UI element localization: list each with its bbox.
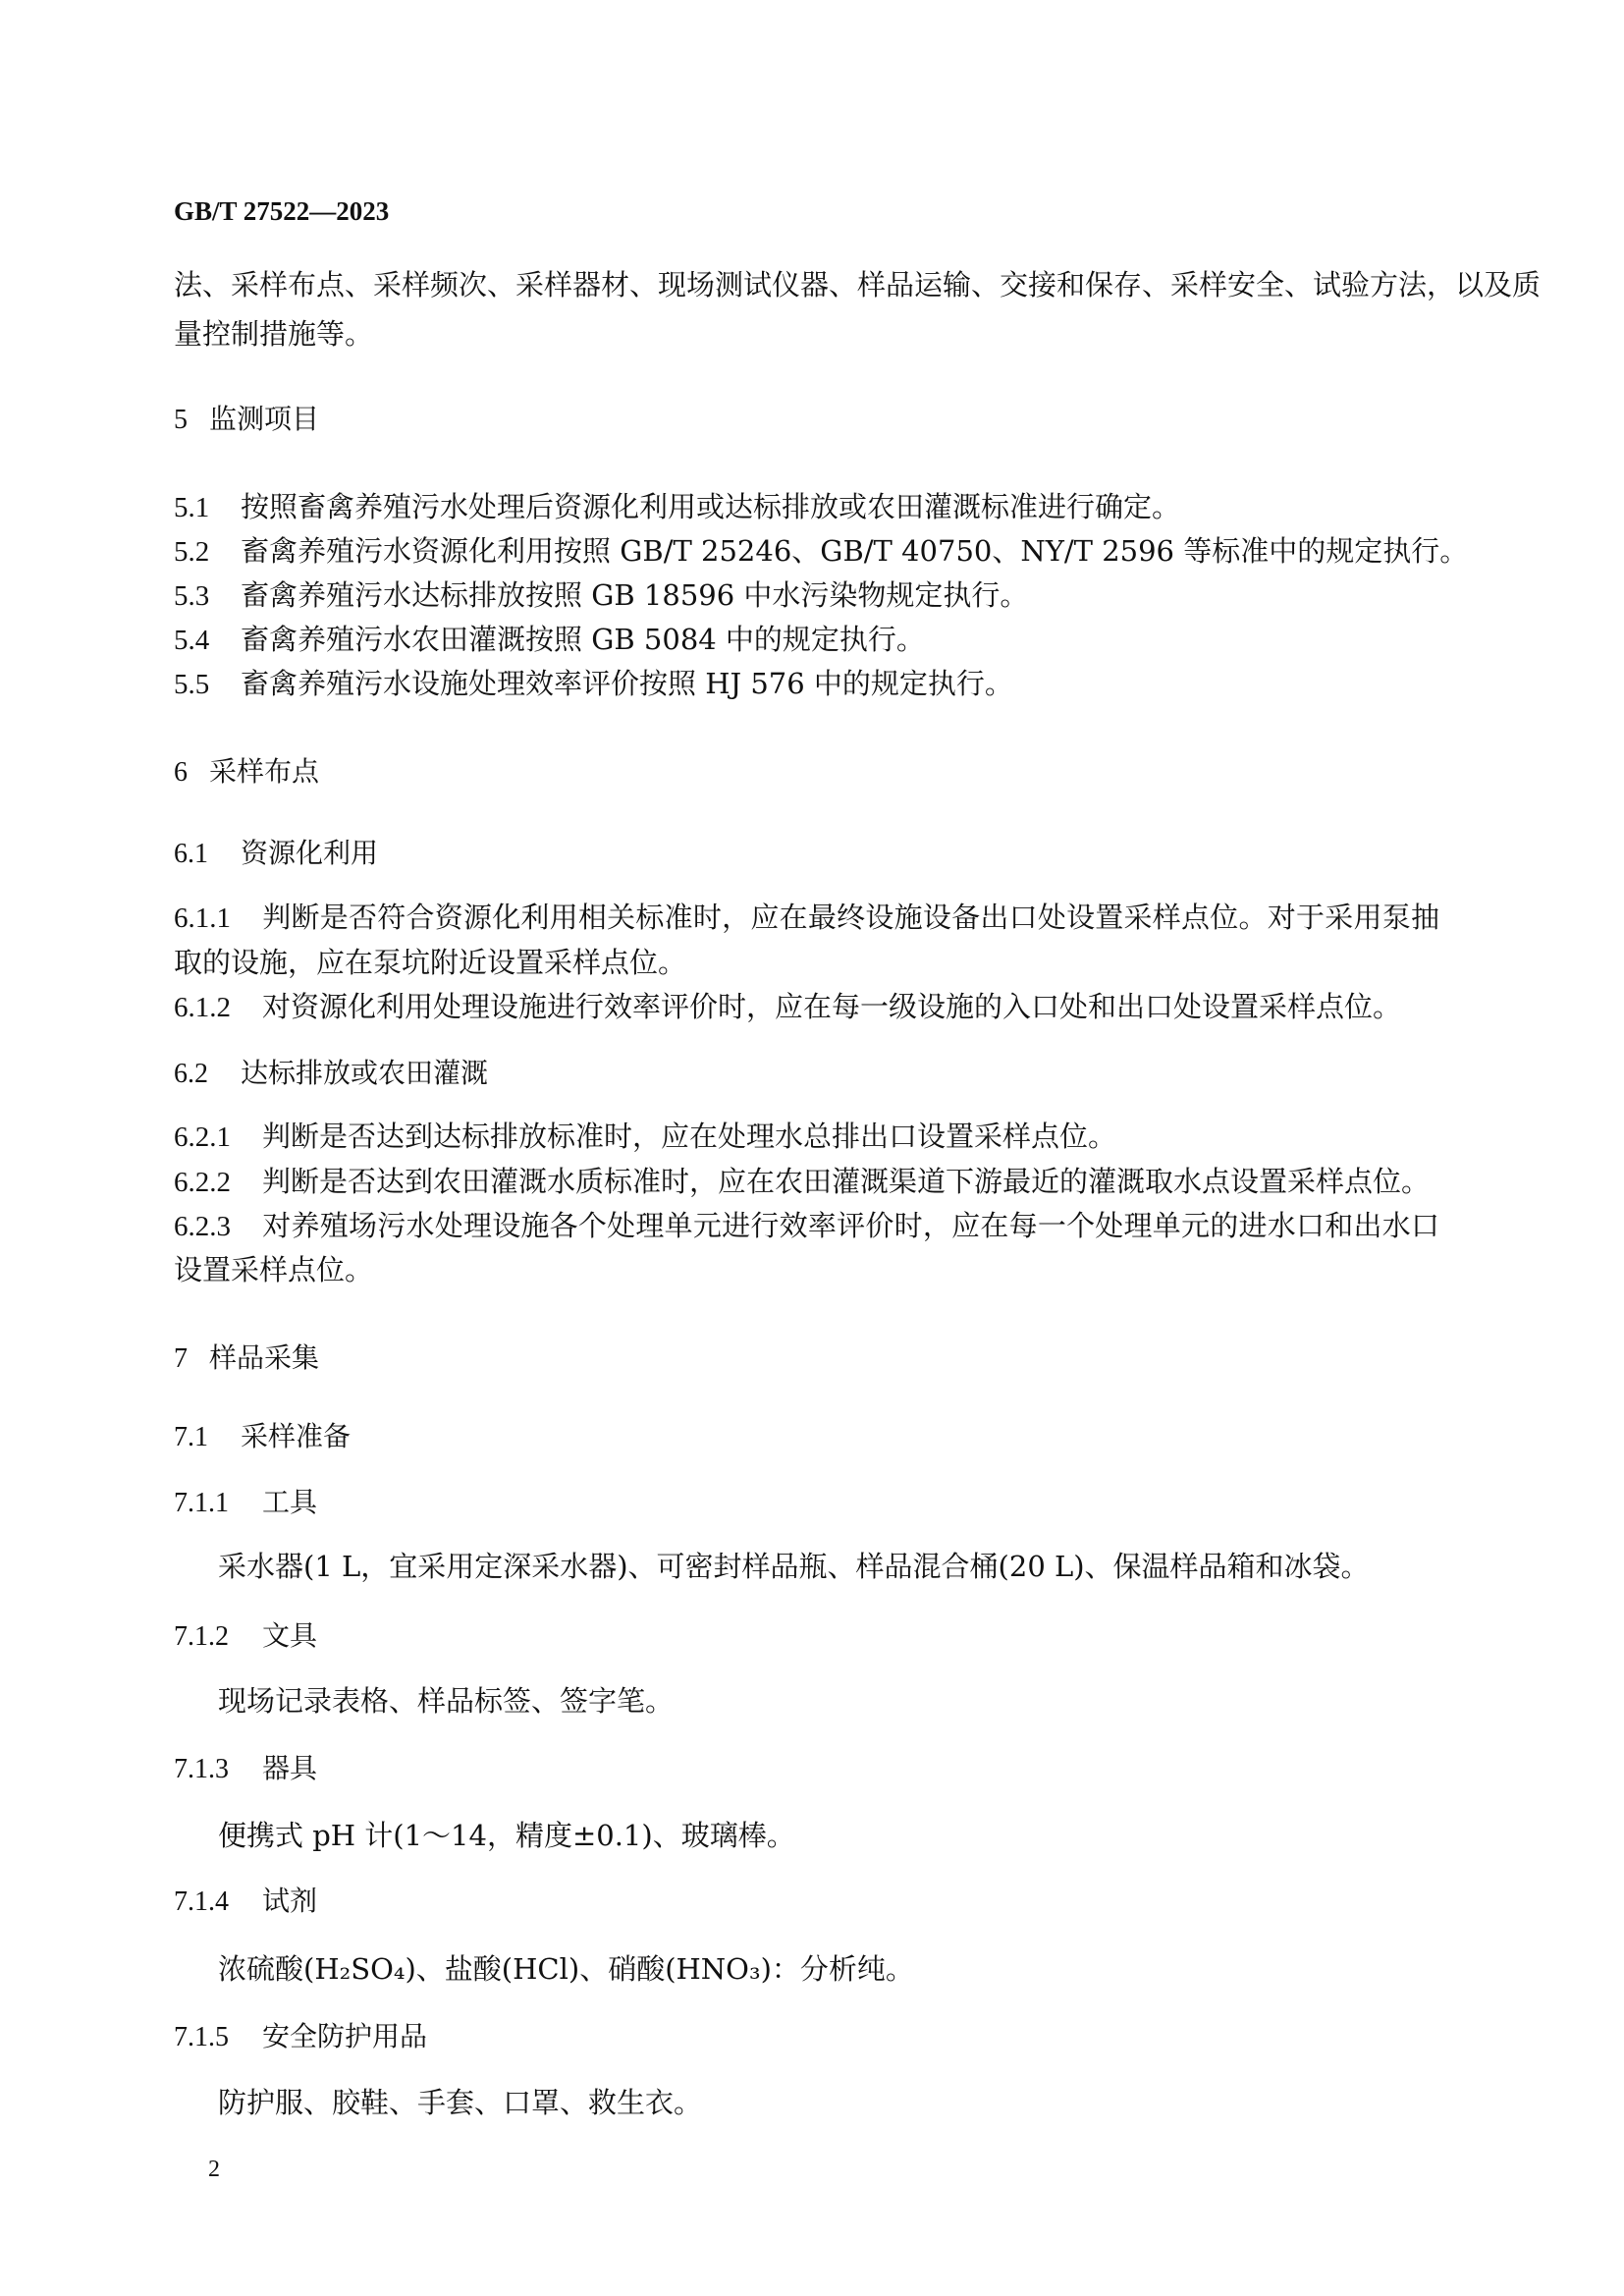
clause-number: 5.4: [174, 625, 210, 656]
clause-6-1-1-line-2: 取的设施，应在泵坑附近设置采样点位。: [174, 946, 687, 979]
clause-number: 6.2.3: [174, 1211, 231, 1242]
section-number: 6: [174, 757, 188, 788]
clause-5-4: [174, 622, 925, 658]
section-title: 监测项目: [209, 403, 320, 435]
section-7-heading: [174, 1340, 319, 1377]
clause-5-1: [174, 489, 1180, 525]
clause-number: 5.1: [174, 492, 210, 523]
intro-line-2: 量控制措施等。: [174, 317, 374, 351]
section-title: 采样布点: [209, 755, 320, 788]
clause-number: 5.3: [174, 580, 210, 612]
clause-text: 畜禽养殖污水设施处理效率评价按照 HJ 576 中的规定执行。: [241, 667, 1013, 700]
clause-5-3: [174, 577, 1028, 614]
clause-number: 6.2.2: [174, 1167, 231, 1198]
clause-text: 按照畜禽养殖污水处理后资源化利用或达标排放或农田灌溉标准进行确定。: [241, 490, 1181, 523]
section-5-heading: [174, 402, 319, 438]
clause-title: 器具: [262, 1752, 318, 1784]
section-number: 6.2: [174, 1059, 208, 1089]
clause-text: 判断是否达到达标排放标准时，应在处理水总排出口设置采样点位。: [262, 1120, 1117, 1153]
clause-title: 文具: [262, 1619, 318, 1652]
subsection-7-1-heading: [174, 1419, 351, 1455]
section-title: 达标排放或农田灌溉: [241, 1057, 489, 1089]
clause-7-1-1-heading: [174, 1485, 317, 1521]
section-title: 样品采集: [209, 1341, 320, 1374]
clause-text: 畜禽养殖污水资源化利用按照 GB/T 25246、GB/T 40750、NY/T 2596 等标准中的规定执行。: [241, 534, 1469, 568]
clause-number: 6.2.1: [174, 1121, 231, 1153]
clause-text: 对养殖场污水处理设施各个处理单元进行效率评价时，应在每一个处理单元的进水口和出水口: [262, 1209, 1439, 1242]
clause-7-1-3-text: 便携式 pH 计(1～14，精度±0.1)、玻璃棒。: [218, 1819, 795, 1852]
page-number: 2: [208, 2157, 220, 2182]
clause-5-5: [174, 666, 1013, 702]
clause-6-2-2: [174, 1164, 1430, 1200]
clause-5-2: [174, 533, 1468, 570]
clause-number: 6.1.2: [174, 992, 231, 1023]
clause-number: 7.1.5: [174, 2022, 229, 2052]
section-number: 5: [174, 405, 188, 435]
clause-number: 7.1.4: [174, 1886, 229, 1917]
clause-7-1-2-heading: [174, 1618, 317, 1655]
clause-text: 判断是否达到农田灌溉水质标准时，应在农田灌溉渠道下游最近的灌溉取水点设置采样点位。: [262, 1165, 1431, 1198]
section-number: 7: [174, 1343, 188, 1374]
clause-6-1-2: [174, 989, 1401, 1025]
clause-6-2-3-line-2: 设置采样点位。: [174, 1253, 374, 1286]
clause-7-1-3-heading: [174, 1751, 317, 1787]
section-6-heading: [174, 754, 319, 791]
clause-text: 畜禽养殖污水农田灌溉按照 GB 5084 中的规定执行。: [241, 623, 925, 656]
section-number: 6.1: [174, 839, 208, 869]
clause-7-1-4-heading: [174, 1884, 317, 1920]
clause-7-1-1-text: 采水器(1 L，宜采用定深采水器)、可密封样品瓶、样品混合桶(20 L)、保温样品箱和冰袋。: [218, 1550, 1370, 1583]
clause-6-1-1-line-1: [174, 900, 1439, 936]
subsection-6-1-heading: [174, 836, 378, 872]
clause-7-1-4-text: 浓硫酸(H₂SO₄)、盐酸(HCl)、硝酸(HNO₃)：分析纯。: [218, 1952, 914, 1986]
clause-number: 5.5: [174, 669, 210, 700]
clause-number: 7.1.2: [174, 1621, 229, 1652]
clause-6-2-1: [174, 1119, 1116, 1155]
clause-title: 试剂: [262, 1885, 318, 1917]
clause-text: 判断是否符合资源化利用相关标准时，应在最终设施设备出口处设置采样点位。对于采用泵抽: [262, 901, 1439, 934]
section-title: 采样准备: [241, 1420, 352, 1452]
standard-number-header: GB/T 27522—2023: [174, 196, 390, 226]
clause-number: 7.1.3: [174, 1754, 229, 1784]
clause-text: 对资源化利用处理设施进行效率评价时，应在每一级设施的入口处和出口处设置采样点位。: [262, 990, 1402, 1023]
clause-number: 6.1.1: [174, 902, 231, 934]
clause-title: 安全防护用品: [262, 2020, 428, 2052]
clause-title: 工具: [262, 1486, 318, 1518]
clause-text: 畜禽养殖污水达标排放按照 GB 18596 中水污染物规定执行。: [241, 578, 1029, 612]
section-title: 资源化利用: [241, 837, 379, 869]
clause-7-1-5-heading: [174, 2019, 427, 2055]
intro-line-1: 法、采样布点、采样频次、采样器材、现场测试仪器、样品运输、交接和保存、采样安全、试验方法，以及质: [174, 268, 1542, 301]
clause-number: 5.2: [174, 536, 210, 568]
clause-7-1-5-text: 防护服、胶鞋、手套、口罩、救生衣。: [218, 2086, 703, 2119]
clause-7-1-2-text: 现场记录表格、样品标签、签字笔。: [218, 1684, 675, 1718]
subsection-6-2-heading: [174, 1056, 488, 1092]
clause-number: 7.1.1: [174, 1488, 229, 1518]
section-number: 7.1: [174, 1422, 208, 1452]
clause-6-2-3-line-1: [174, 1208, 1439, 1244]
